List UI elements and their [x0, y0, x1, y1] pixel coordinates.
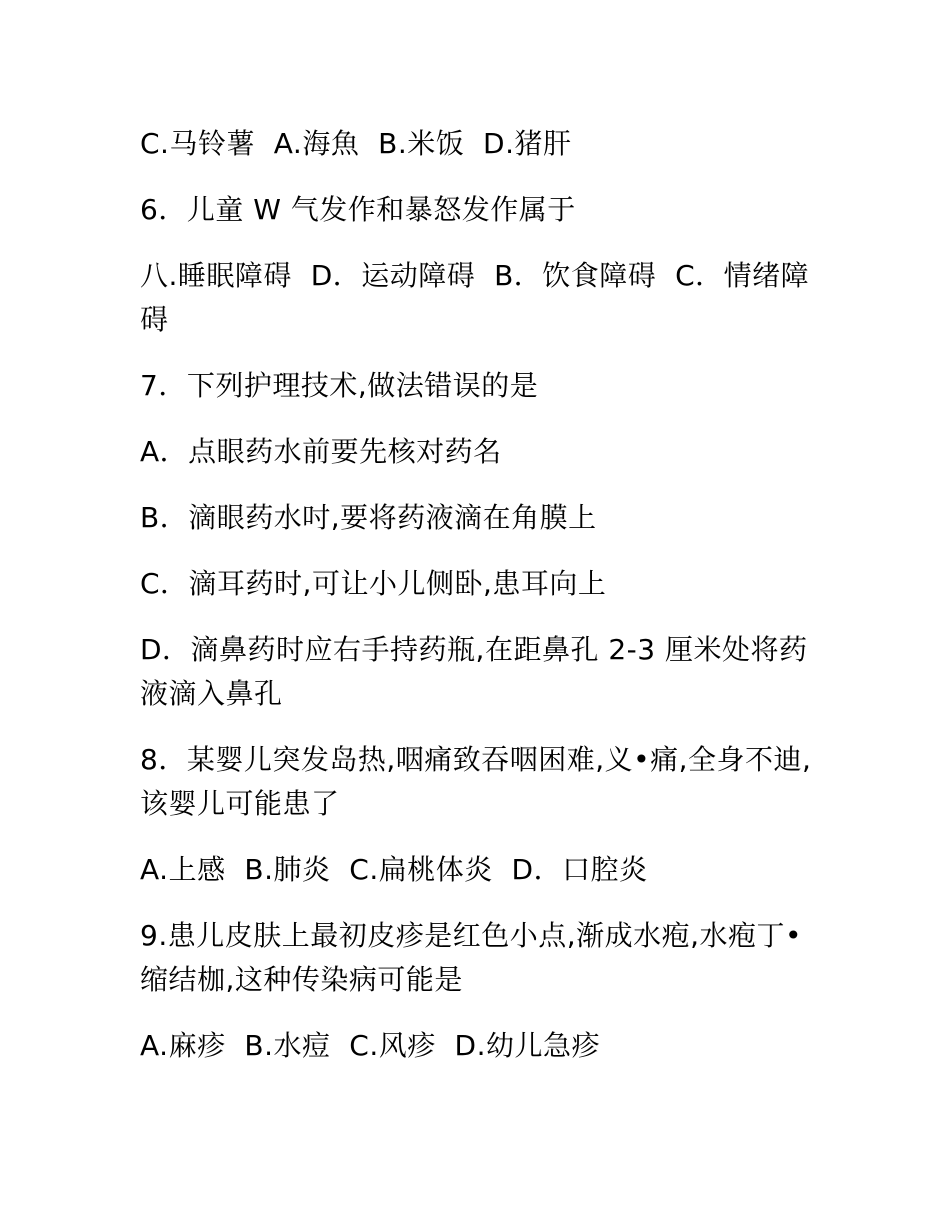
answer-options-q8: A.上感 B.肺炎 C.扁桃体炎 D．口腔炎	[140, 853, 648, 886]
question-6: 6．儿童 W 气发作和暴怒发作属于	[140, 193, 576, 226]
answer-options-q5: C.马铃薯 A.海魚 B.米饭 D.猪肝	[140, 127, 572, 160]
option-7b: B．滴眼药水吋,要将药液滴在角膜上	[140, 501, 597, 534]
question-8: 8．某婴儿突发岛热,咽痛致吞咽困难,义•痛,全身不迪,该婴儿可能患了	[140, 743, 812, 820]
answer-options-q9: A.麻疹 B.水痘 C.风疹 D.幼儿急疹	[140, 1029, 600, 1062]
option-7d: D．滴鼻药时应右手持药瓶,在距鼻孔 2-3 厘米处将药液滴入鼻孔	[140, 633, 808, 710]
question-7: 7．下列护理技术,做法错误的是	[140, 369, 539, 402]
option-7a: A．点眼药水前要先核对药名	[140, 435, 502, 468]
document-content	[140, 122, 820, 1068]
question-9: 9.患儿皮肤上最初皮疹是红色小点,渐成水疱,水疱丁•缩结枷,这种传染病可能是	[140, 919, 803, 996]
option-7c: C．滴耳药时,可让小儿侧卧,患耳向上	[140, 567, 607, 600]
answer-options-q6: 八.睡眠障碍 D．运动障碍 B．饮食障碍 C．情绪障碍	[140, 259, 810, 336]
